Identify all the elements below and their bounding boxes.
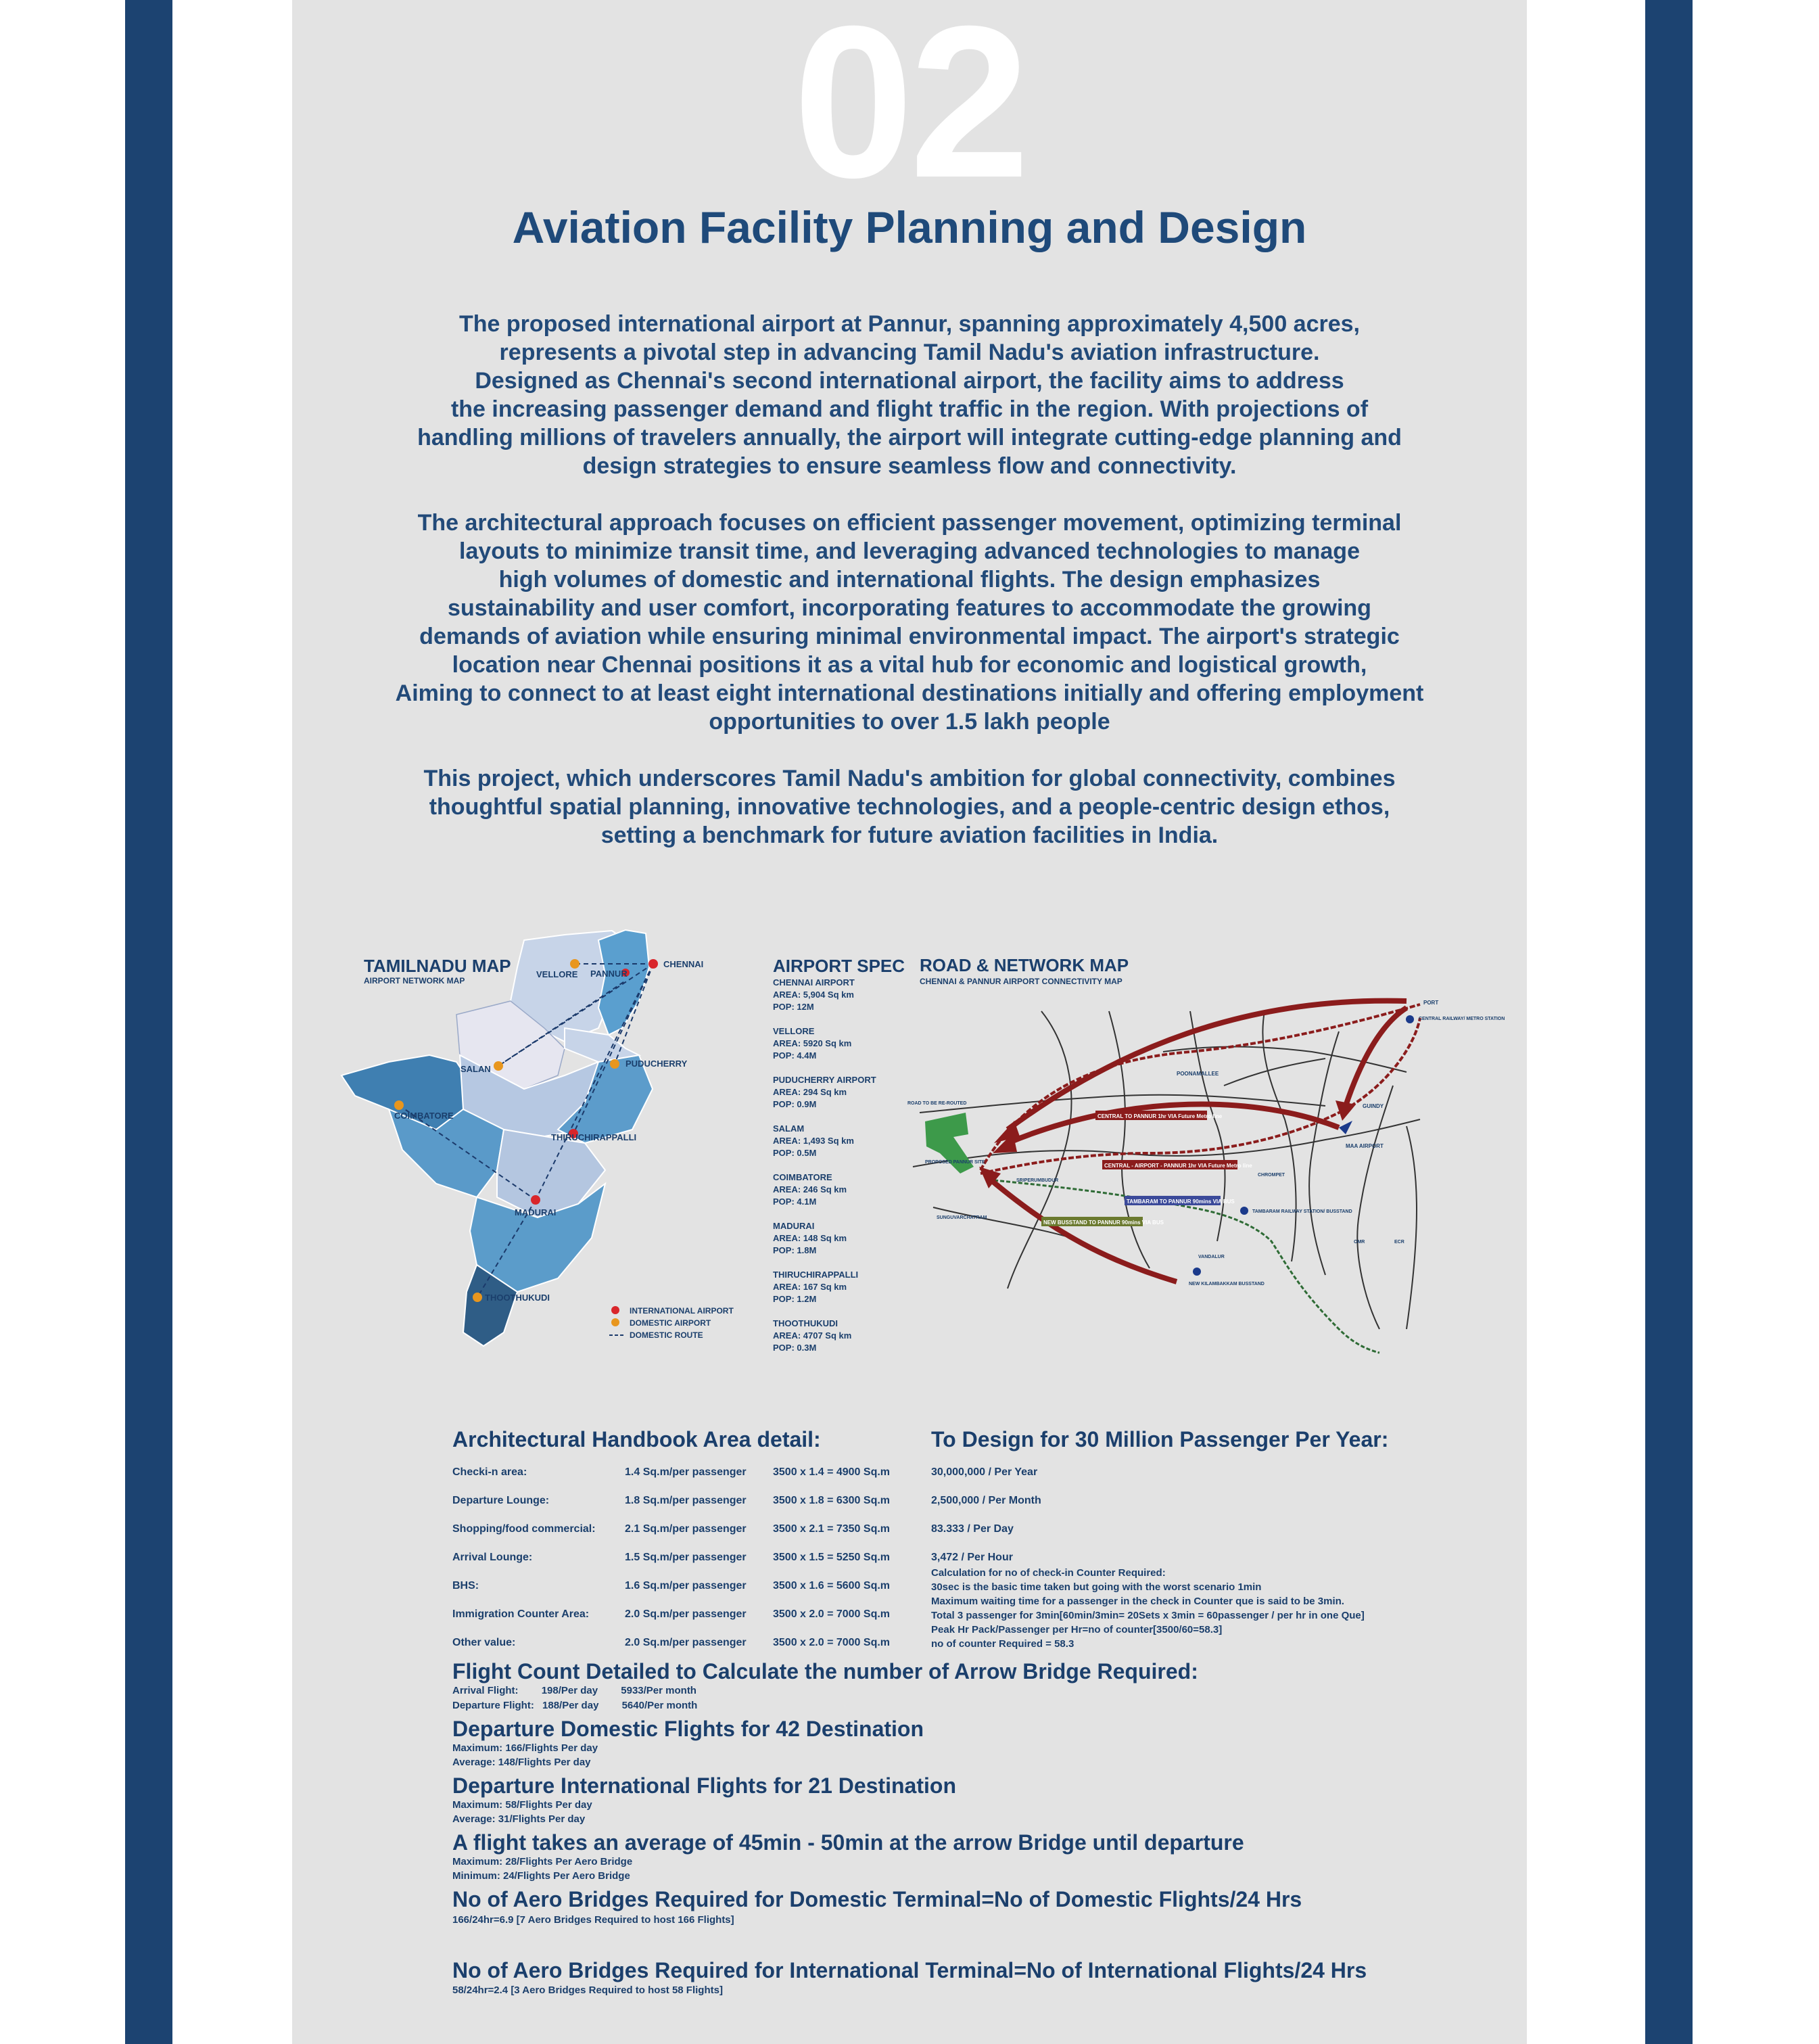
city-label: CHENNAI	[663, 959, 704, 969]
city-label: THOOTHUKUDI	[485, 1293, 550, 1303]
spec-area: AREA: 148 Sq km	[773, 1233, 847, 1243]
bridge-time-min: Minimum: 24/Flights Per Aero Bridge	[452, 1870, 630, 1882]
place-label: CHROMPET	[1258, 1173, 1285, 1178]
place-label: GUINDY	[1363, 1103, 1384, 1109]
place-label: POONAMALLEE	[1177, 1071, 1219, 1077]
row-calc: 3500 x 1.5 = 5250 Sq.m	[773, 1552, 891, 1563]
handbook-row	[452, 1637, 966, 1653]
handbook-row	[452, 1608, 966, 1625]
handbook-row	[452, 1523, 966, 1539]
paragraph-line: setting a benchmark for future aviation facilities in India.	[600, 822, 1219, 848]
spec-area: AREA: 294 Sq km	[773, 1087, 847, 1097]
section-number: 02	[793, 0, 1026, 223]
spec-area: AREA: 4707 Sq km	[773, 1330, 852, 1341]
aero-domestic-calc: 166/24hr=6.9 [7 Aero Bridges Required to host 166 Flights]	[452, 1914, 734, 1926]
salem-marker	[494, 1061, 503, 1071]
row-calc: 3500 x 1.8 = 6300 Sq.m	[773, 1495, 891, 1506]
place-label: CENTRAL RAILWAY/ METRO STATION	[1419, 1017, 1505, 1021]
spec-pop: POP: 4.4M	[773, 1050, 817, 1061]
row-label: Arrival Lounge:	[452, 1552, 533, 1563]
legend-label: INTERNATIONAL AIRPORT	[630, 1306, 734, 1316]
coimbatore-marker	[394, 1100, 404, 1110]
road-map-title: ROAD & NETWORK MAP	[920, 955, 1129, 975]
paragraph-line: location near Chennai positions it as a vital hub for economic and logistical growth,	[452, 652, 1367, 678]
handbook-row	[452, 1580, 966, 1596]
place-label: ROAD TO BE RE-ROUTED	[907, 1101, 967, 1106]
passenger-per-month: 2,500,000 / Per Month	[931, 1495, 1041, 1506]
city-label: MADURAI	[515, 1207, 557, 1217]
place-label: NEW KILAMBAKKAM BUSSTAND	[1189, 1282, 1265, 1286]
spec-name: CHENNAI AIRPORT	[773, 977, 855, 988]
spec-name: COIMBATORE	[773, 1172, 832, 1182]
place-label: ECR	[1394, 1240, 1404, 1245]
calc-line: no of counter Required = 58.3	[931, 1638, 1074, 1650]
paragraph-line: represents a pivotal step in advancing Tamil Nadu's aviation infrastructure.	[499, 340, 1320, 365]
row-rate: 2.0 Sq.m/per passenger	[625, 1637, 747, 1648]
spec-item	[773, 1171, 908, 1208]
spec-area: AREA: 167 Sq km	[773, 1282, 847, 1292]
row-label: Immigration Counter Area:	[452, 1608, 590, 1620]
calc-line: Calculation for no of check-in Counter Required:	[931, 1567, 1166, 1579]
place-label: PROPOSED PANNUR SITE	[925, 1160, 985, 1165]
maa-airport-icon	[1339, 1121, 1352, 1134]
spec-name: VELLORE	[773, 1026, 815, 1036]
paragraph-line: the increasing passenger demand and flight traffic in the region. With projections of	[450, 396, 1369, 422]
road-line	[1407, 1126, 1417, 1329]
puducherry-marker	[610, 1059, 619, 1069]
row-calc: 3500 x 1.6 = 5600 Sq.m	[773, 1580, 891, 1592]
thoothukudi-marker	[473, 1293, 482, 1302]
spec-item	[773, 1123, 908, 1159]
tambaram-marker	[1240, 1207, 1248, 1215]
row-label: Shopping/food commercial:	[452, 1523, 596, 1535]
left-border-band	[125, 0, 172, 2044]
calc-line: Maximum waiting time for a passenger in the check in Counter que is said to be 3min.	[931, 1596, 1344, 1607]
departure-flight-row	[452, 1699, 697, 1713]
handbook-title: Architectural Handbook Area detail:	[452, 1427, 821, 1451]
central-station-marker	[1406, 1015, 1414, 1023]
spec-name: THOOTHUKUDI	[773, 1318, 838, 1328]
legend-label: DOMESTIC ROUTE	[630, 1330, 703, 1340]
row-label: BHS:	[452, 1580, 479, 1592]
paragraph-line: Designed as Chennai's second international airport, the facility aims to address	[475, 368, 1344, 394]
page-title: Aviation Facility Planning and Design	[512, 202, 1307, 252]
place-label: VANDALUR	[1198, 1255, 1225, 1259]
spec-pop: POP: 12M	[773, 1002, 814, 1012]
city-label: COIMBATORE	[394, 1111, 454, 1121]
row-rate: 1.6 Sq.m/per passenger	[625, 1580, 747, 1592]
spec-pop: POP: 1.8M	[773, 1245, 817, 1255]
arrival-label: Arrival Flight:	[452, 1685, 519, 1696]
intro-paragraph-2	[333, 509, 1486, 736]
spec-name: THIRUCHIRAPPALLI	[773, 1270, 859, 1280]
spec-area: AREA: 5,904 Sq km	[773, 990, 854, 1000]
road-line	[1357, 1086, 1393, 1329]
place-label: SUNGUVARCHATRAM	[937, 1215, 987, 1220]
city-label: VELLORE	[536, 969, 578, 979]
paragraph-line: demands of aviation while ensuring minimal environmental impact. The airport's strategic	[419, 624, 1400, 649]
row-label: Other value:	[452, 1637, 516, 1648]
spec-item	[773, 1025, 908, 1062]
place-label: TAMBARAM RAILWAY STATION/ BUSSTAND	[1252, 1209, 1352, 1214]
route-tag: CENTRAL - AIRPORT - PANNUR 1hr VIA Future Metro line	[1104, 1163, 1252, 1169]
spec-pop: POP: 0.5M	[773, 1148, 817, 1158]
rail-line	[994, 1180, 1379, 1353]
route-tag: CENTRAL TO PANNUR 1hr VIA Future Metro line	[1097, 1113, 1223, 1119]
right-border-band	[1645, 0, 1693, 2044]
intro-paragraph-3	[333, 764, 1486, 850]
calc-line: 30sec is the basic time taken but going with the worst scenario 1min	[931, 1581, 1262, 1593]
aero-domestic-title: No of Aero Bridges Required for Domestic Terminal=No of Domestic Flights/24 Hrs	[452, 1887, 1302, 1911]
paragraph-line: layouts to minimize transit time, and leveraging advanced technologies to manage	[459, 538, 1360, 564]
paragraph-line: The architectural approach focuses on efficient passenger movement, optimizing terminal	[417, 510, 1402, 536]
city-label: SALAN	[460, 1064, 491, 1074]
city-label: PUDUCHERRY	[625, 1059, 688, 1069]
tn-map-subtitle: AIRPORT NETWORK MAP	[364, 976, 465, 985]
domestic-avg: Average: 148/Flights Per day	[452, 1757, 591, 1768]
paragraph-line: design strategies to ensure seamless flow and connectivity.	[582, 453, 1237, 479]
bridge-time-title: A flight takes an average of 45min - 50min at the arrow Bridge until departure	[452, 1830, 1244, 1855]
departure-per-month: 5640/Per month	[621, 1700, 698, 1711]
arrival-per-month: 5933/Per month	[621, 1685, 696, 1696]
city-label: PANNUR	[590, 969, 628, 979]
row-calc: 3500 x 2.0 = 7000 Sq.m	[773, 1608, 891, 1620]
spec-pop: POP: 4.1M	[773, 1197, 817, 1207]
place-label: MAA AIRPORT	[1346, 1143, 1384, 1149]
road-map-subtitle: CHENNAI & PANNUR AIRPORT CONNECTIVITY MAP	[920, 977, 1123, 986]
paragraph-line: opportunities to over 1.5 lakh people	[709, 709, 1110, 735]
paragraph-line: thoughtful spatial planning, innovative technologies, and a people-centric design ethos,	[429, 794, 1390, 820]
spec-pop: POP: 0.9M	[773, 1099, 817, 1109]
handbook-row	[452, 1495, 966, 1511]
place-label: SRIPERUMBUDUR	[1016, 1178, 1059, 1183]
road-network-map	[906, 950, 1505, 1356]
map-region-south-west	[389, 1109, 504, 1197]
road-line	[1224, 1059, 1325, 1086]
row-rate: 2.0 Sq.m/per passenger	[625, 1608, 747, 1620]
calc-line: Total 3 passenger for 3min[60min/3min= 20Sets x 3min = 60passenger / per hr in one Que]	[931, 1610, 1365, 1621]
spec-item	[773, 1074, 908, 1111]
arrival-flight-row	[452, 1684, 696, 1698]
row-rate: 1.4 Sq.m/per passenger	[625, 1466, 747, 1478]
paragraph-line: handling millions of travelers annually, the airport will integrate cutting-edge planning and	[417, 425, 1402, 450]
aero-international-title: No of Aero Bridges Required for International Terminal=No of International Flights/24 Hrs	[452, 1958, 1367, 1982]
handbook-row	[452, 1466, 966, 1483]
passenger-per-year: 30,000,000 / Per Year	[931, 1466, 1038, 1478]
row-calc: 3500 x 2.1 = 7350 Sq.m	[773, 1523, 891, 1535]
road-line	[1190, 1011, 1225, 1241]
spec-area: AREA: 5920 Sq km	[773, 1038, 852, 1048]
row-rate: 1.5 Sq.m/per passenger	[625, 1552, 747, 1563]
arrival-per-day: 198/Per day	[541, 1685, 598, 1696]
row-label: Departure Lounge:	[452, 1495, 550, 1506]
flight-count-title: Flight Count Detailed to Calculate the number of Arrow Bridge Required:	[452, 1659, 1198, 1683]
paragraph-line: high volumes of domestic and international flights. The design emphasizes	[498, 567, 1321, 593]
spec-area: AREA: 246 Sq km	[773, 1184, 847, 1194]
place-label: OMR	[1354, 1240, 1365, 1245]
legend-international-icon	[611, 1306, 619, 1314]
spec-item	[773, 1318, 908, 1354]
international-max: Maximum: 58/Flights Per day	[452, 1799, 592, 1811]
spec-area: AREA: 1,493 Sq km	[773, 1136, 854, 1146]
handbook-row	[452, 1552, 966, 1568]
spec-pop: POP: 1.2M	[773, 1294, 817, 1304]
paragraph-line: sustainability and user comfort, incorporating features to accommodate the growing	[448, 595, 1371, 621]
airport-spec-list	[773, 977, 908, 1366]
map-region-puducherry	[565, 1028, 639, 1062]
legend-domestic-icon	[611, 1318, 619, 1326]
paragraph-line: This project, which underscores Tamil Nadu's ambition for global connectivity, combines	[423, 766, 1396, 791]
domestic-title: Departure Domestic Flights for 42 Destination	[452, 1717, 924, 1741]
row-calc: 3500 x 1.4 = 4900 Sq.m	[773, 1466, 891, 1478]
paragraph-line: Aiming to connect to at least eight international destinations initially and offering employment	[395, 680, 1424, 706]
international-title: Departure International Flights for 21 Destination	[452, 1773, 956, 1798]
route-tag: TAMBARAM TO PANNUR 90mins VIA BUS	[1127, 1199, 1235, 1205]
bridge-time-max: Maximum: 28/Flights Per Aero Bridge	[452, 1856, 633, 1867]
city-label: THIRUCHIRAPPALLI	[551, 1132, 637, 1142]
vellore-marker	[570, 959, 580, 969]
row-rate: 1.8 Sq.m/per passenger	[625, 1495, 747, 1506]
legend-label: DOMESTIC AIRPORT	[630, 1318, 711, 1328]
chennai-marker	[648, 959, 658, 969]
kilambakkam-marker	[1193, 1268, 1201, 1276]
passenger-per-hour: 3,472 / Per Hour	[931, 1552, 1013, 1563]
airport-spec-title: AIRPORT SPEC	[773, 956, 905, 976]
design-title: To Design for 30 Million Passenger Per Year:	[931, 1427, 1389, 1451]
aero-international-calc: 58/24hr=2.4 [3 Aero Bridges Required to host 58 Flights]	[452, 1984, 723, 1996]
place-label: PORT	[1423, 1000, 1439, 1006]
spec-item	[773, 977, 908, 1013]
road-line	[1008, 1011, 1071, 1288]
spec-name: PUDUCHERRY AIRPORT	[773, 1075, 876, 1085]
departure-per-day: 188/Per day	[542, 1700, 599, 1711]
row-calc: 3500 x 2.0 = 7000 Sq.m	[773, 1637, 891, 1648]
row-rate: 2.1 Sq.m/per passenger	[625, 1523, 747, 1535]
spec-item	[773, 1269, 908, 1305]
tn-map-title: TAMILNADU MAP	[364, 956, 511, 976]
spec-name: SALAM	[773, 1123, 805, 1134]
intro-paragraph-1	[333, 310, 1486, 480]
spec-name: MADURAI	[773, 1221, 815, 1231]
row-label: Checki-n area:	[452, 1466, 527, 1478]
departure-label: Departure Flight:	[452, 1700, 534, 1711]
madurai-marker	[531, 1195, 540, 1205]
tamilnadu-map	[341, 927, 734, 1360]
international-avg: Average: 31/Flights Per day	[452, 1813, 586, 1825]
counter-calculation	[931, 1566, 1365, 1651]
route-tag: NEW BUSSTAND TO PANNUR 90mins VIA BUS	[1043, 1220, 1164, 1226]
calc-line: Peak Hr Pack/Passenger per Hr=no of counter[3500/60=58.3]	[931, 1624, 1223, 1635]
passenger-per-day: 83.333 / Per Day	[931, 1523, 1014, 1535]
spec-pop: POP: 0.3M	[773, 1343, 817, 1353]
road-line	[1309, 1031, 1339, 1275]
domestic-max: Maximum: 166/Flights Per day	[452, 1742, 598, 1754]
spec-item	[773, 1220, 908, 1257]
paragraph-line: The proposed international airport at Pannur, spanning approximately 4,500 acres,	[458, 311, 1360, 337]
